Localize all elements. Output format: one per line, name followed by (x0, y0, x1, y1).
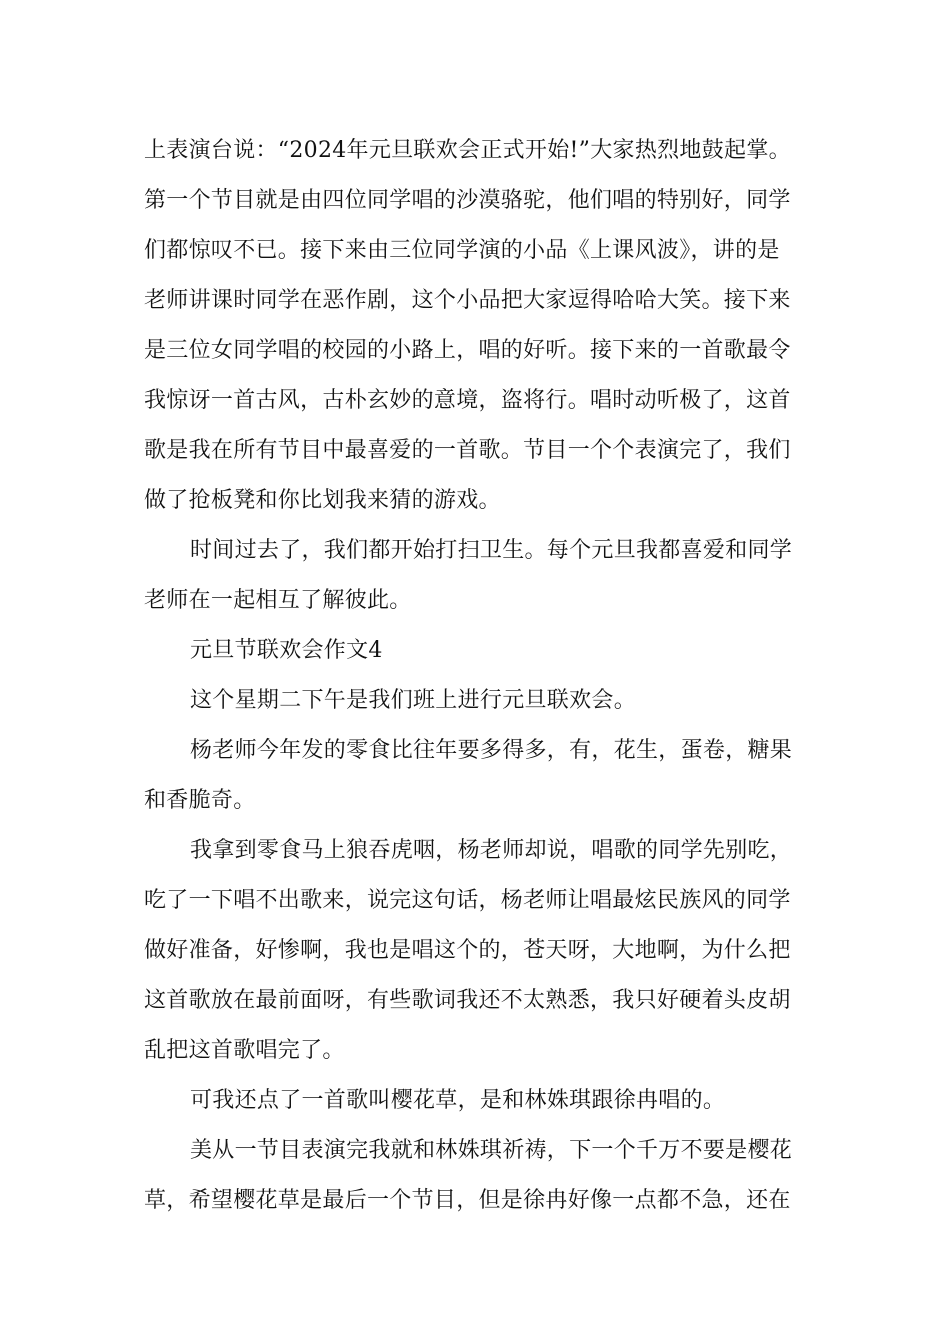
text-line: 第一个节目就是由四位同学唱的沙漠骆驼，他们唱的特别好，同学 (144, 188, 791, 213)
paragraph-start: 杨老师今年发的零食比往年要多得多，有，花生，蛋卷，糖果 (190, 738, 793, 763)
paragraph-start: 我拿到零食马上狼吞虎咽，杨老师却说，唱歌的同学先别吃， (190, 838, 793, 863)
text-line: 吃了一下唱不出歌来，说完这句话，杨老师让唱最炫民族风的同学 (144, 888, 791, 913)
text-line: 上表演台说：“2024年元旦联欢会正式开始!”大家热烈地鼓起掌。 (144, 138, 791, 163)
paragraph-start: 时间过去了，我们都开始打扫卫生。每个元旦我都喜爱和同学 (190, 538, 793, 563)
text-line: 们都惊叹不已。接下来由三位同学演的小品《上课风波》，讲的是 (144, 238, 780, 263)
section-heading: 元旦节联欢会作文4 (190, 638, 383, 663)
text-line: 这首歌放在最前面呀，有些歌词我还不太熟悉，我只好硬着头皮胡 (144, 988, 791, 1013)
text-line: 歌是我在所有节目中最喜爱的一首歌。节目一个个表演完了，我们 (144, 438, 791, 463)
text-line: 草，希望樱花草是最后一个节目，但是徐冉好像一点都不急，还在 (144, 1188, 791, 1213)
text-line: 和香脆奇。 (144, 788, 256, 813)
paragraph-start: 这个星期二下午是我们班上进行元旦联欢会。 (190, 688, 637, 713)
paragraph-start: 美从一节目表演完我就和林姝琪祈祷，下一个千万不要是樱花 (190, 1138, 793, 1163)
paragraph-start: 可我还点了一首歌叫樱花草，是和林姝琪跟徐冉唱的。 (190, 1088, 726, 1113)
text-line: 做好准备，好惨啊，我也是唱这个的，苍天呀，大地啊，为什么把 (144, 938, 791, 963)
text-line: 是三位女同学唱的校园的小路上，唱的好听。接下来的一首歌最令 (144, 338, 791, 363)
text-line: 乱把这首歌唱完了。 (144, 1038, 345, 1063)
text-line: 老师在一起相互了解彼此。 (144, 588, 412, 613)
text-line: 做了抢板凳和你比划我来猜的游戏。 (144, 488, 501, 513)
text-line: 我惊讶一首古风，古朴玄妙的意境，盗将行。唱时动听极了，这首 (144, 388, 791, 413)
text-line: 老师讲课时同学在恶作剧，这个小品把大家逗得哈哈大笑。接下来 (144, 288, 791, 313)
